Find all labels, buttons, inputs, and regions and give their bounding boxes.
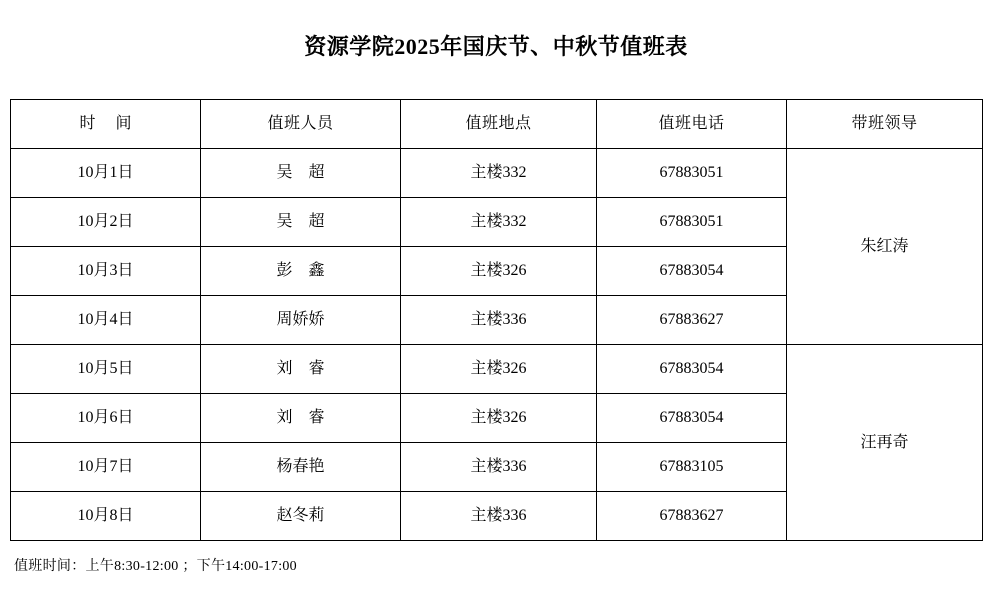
cell-date: 10月4日 — [11, 296, 201, 345]
table-header-row — [11, 100, 983, 149]
cell-place: 主楼326 — [401, 394, 597, 443]
cell-phone: 67883627 — [597, 296, 787, 345]
cell-person-label: 彭 鑫 — [276, 262, 331, 280]
table-row — [11, 345, 983, 394]
column-header-place: 值班地点 — [401, 100, 597, 149]
table-header — [11, 100, 983, 149]
cell-person-label: 刘 睿 — [276, 360, 331, 378]
cell-date: 10月6日 — [11, 394, 201, 443]
column-header-phone: 值班电话 — [597, 100, 787, 149]
cell-date: 10月2日 — [11, 198, 201, 247]
cell-person — [201, 345, 401, 394]
cell-person — [201, 247, 401, 296]
duty-table-container — [10, 99, 982, 541]
cell-leader: 朱红涛 — [787, 149, 983, 345]
cell-place: 主楼326 — [401, 345, 597, 394]
cell-date: 10月1日 — [11, 149, 201, 198]
cell-person — [201, 149, 401, 198]
cell-date: 10月3日 — [11, 247, 201, 296]
cell-person-label: 赵冬莉 — [276, 507, 325, 525]
cell-phone: 67883054 — [597, 247, 787, 296]
cell-phone: 67883105 — [597, 443, 787, 492]
column-header-time — [11, 100, 201, 149]
cell-person-label: 刘 睿 — [276, 409, 331, 427]
table-row — [11, 149, 983, 198]
duty-table — [10, 99, 983, 541]
column-header-leader: 带班领导 — [787, 100, 983, 149]
cell-person-label: 吴 超 — [276, 213, 331, 231]
cell-place: 主楼336 — [401, 443, 597, 492]
cell-place: 主楼332 — [401, 149, 597, 198]
cell-person — [201, 443, 401, 492]
page-title: 资源学院2025年国庆节、中秋节值班表 — [304, 34, 688, 59]
cell-place: 主楼326 — [401, 247, 597, 296]
column-header-person: 值班人员 — [201, 100, 401, 149]
cell-person-label: 吴 超 — [276, 164, 331, 182]
cell-place: 主楼336 — [401, 296, 597, 345]
cell-place: 主楼336 — [401, 492, 597, 541]
column-header-time-label: 时 间 — [79, 115, 140, 133]
duty-time-note: 值班时间：上午8:30-12:00 ；下午14:00-17:00 — [14, 559, 297, 574]
cell-person-label: 周娇娇 — [276, 311, 325, 329]
cell-phone: 67883051 — [597, 198, 787, 247]
cell-place: 主楼332 — [401, 198, 597, 247]
cell-date: 10月8日 — [11, 492, 201, 541]
cell-person — [201, 394, 401, 443]
cell-person-label: 杨春艳 — [276, 458, 325, 476]
cell-phone: 67883054 — [597, 394, 787, 443]
cell-person — [201, 492, 401, 541]
cell-date: 10月5日 — [11, 345, 201, 394]
cell-person — [201, 296, 401, 345]
table-body — [11, 149, 983, 541]
cell-phone: 67883627 — [597, 492, 787, 541]
cell-phone: 67883054 — [597, 345, 787, 394]
cell-phone: 67883051 — [597, 149, 787, 198]
cell-leader: 汪再奇 — [787, 345, 983, 541]
cell-person — [201, 198, 401, 247]
cell-date: 10月7日 — [11, 443, 201, 492]
